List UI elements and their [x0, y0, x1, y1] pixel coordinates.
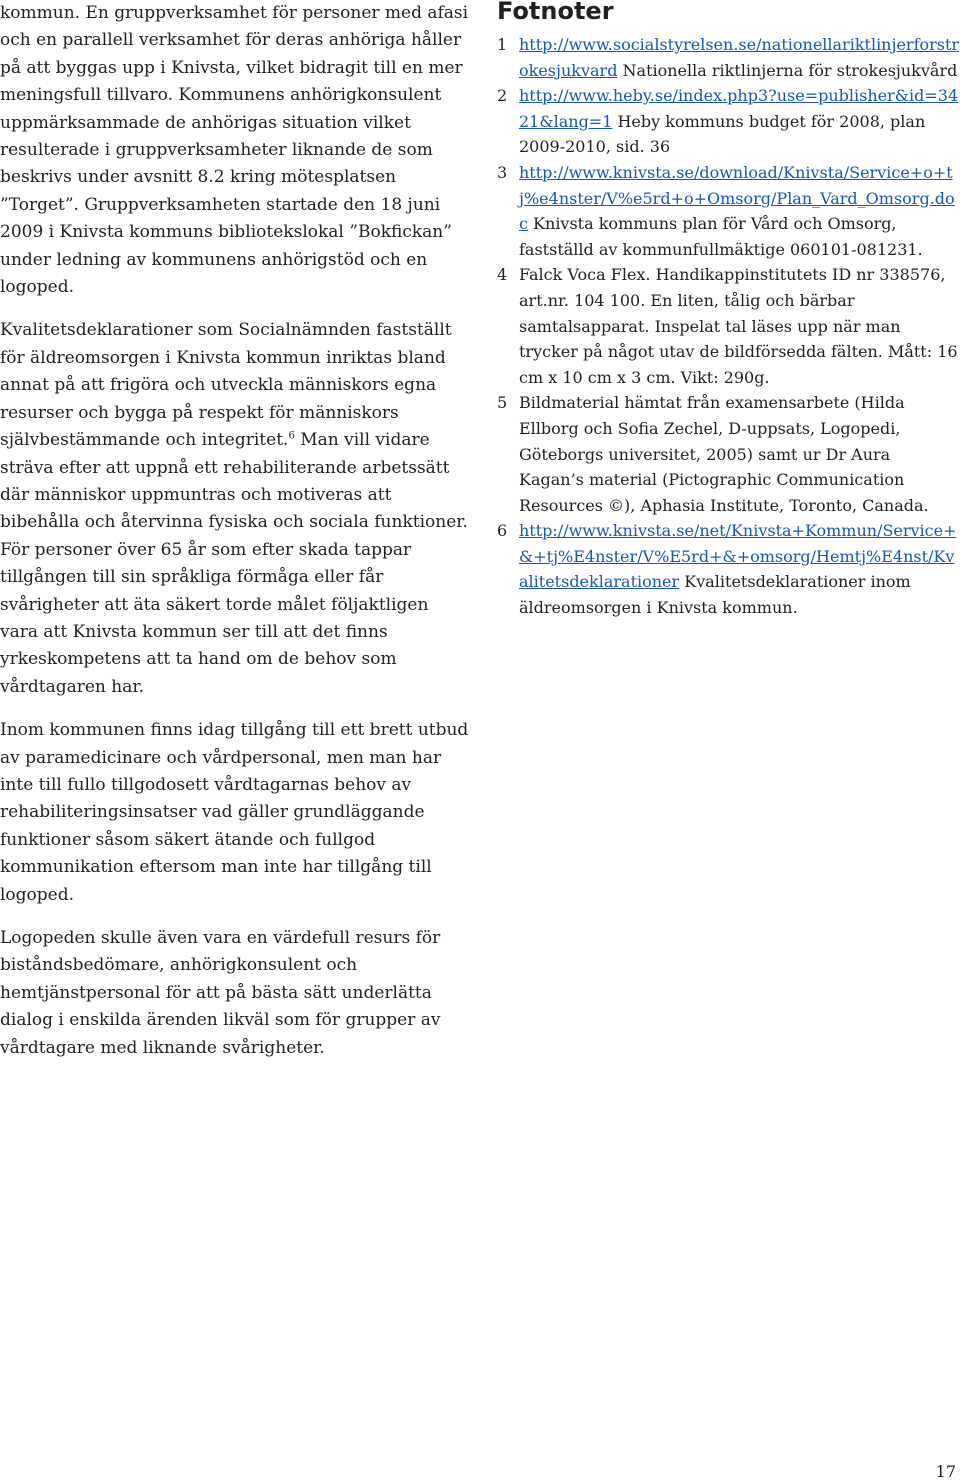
footnote-text: Kvalitetsdeklarationer inom äldreomsorgen i Knivsta kommun.	[519, 572, 911, 618]
body-text: Kvalitetsdeklarationer som Socialnämnden fastställt för äldreomsorgen i Knivsta kommun inriktas bland annat på att frigöra och utveckla människors egna resurser och bygga på respekt för människors självbestämmande och integritet.	[0, 320, 452, 451]
footnotes-column	[497, 0, 960, 621]
body-paragraph: Logopeden skulle även vara en värdefull resurs för biståndsbedömare, anhörigkonsulent och hemtjänstpersonal för att på bästa sätt underlätta dialog i enskilda ärenden likväl som för grupper av vårdtagare med liknande svårigheter.	[0, 928, 441, 1058]
footnote-list	[497, 32, 960, 621]
body-paragraph: kommun. En gruppverksamhet för personer med afasi och en parallell verksamhet för deras anhöriga håller på att byggas upp i Knivsta, vilket bidragit till en mer meningsfull tillvaro. Kommunens anhörigkonsulent uppmärksammade de anhörigas situation vilket resulterade i gruppverksamheter liknande de som beskrivs under avsnitt 8.2 kring mötesplatsen ”Torget”. Gruppverksamheten startade den 18 juni 2009 i Knivsta kommuns bibliotekslokal ”Bokfickan” under ledning av kommunens anhörigstöd och en logoped.	[0, 3, 469, 298]
main-text-column	[0, 0, 470, 1078]
footnote-number: 5	[497, 393, 508, 413]
footnote-item	[497, 390, 960, 518]
footnote-number: 2	[497, 86, 508, 106]
footnote-item	[497, 32, 960, 83]
footnote-link[interactable]: http://www.heby.se/index.php3?use=publisher&id=3421&lang=1	[519, 86, 959, 131]
footnote-item	[497, 518, 960, 620]
footnote-number: 4	[497, 265, 508, 285]
footnote-text: Knivsta kommuns plan för Vård och Omsorg, fastställd av kommunfullmäktige 060101-081231.	[519, 214, 923, 259]
body-paragraph: Inom kommunen finns idag tillgång till ett brett utbud av paramedicinare och vårdpersonal, men man har inte till fullo tillgodosett vårdtagarnas behov av rehabiliteringsinsatser vad gäller grundläggande funktioner såsom säkert ätande och fullgod kommunikation eftersom man inte har tillgång till logoped.	[0, 720, 469, 905]
footnote-item	[497, 83, 960, 160]
footnote-link[interactable]: http://www.knivsta.se/net/Knivsta+Kommun/Service+&+tj%E4nster/V%E5rd+&+omsorg/Hemtj%E4nst/Kvalitetsdeklarationer	[519, 521, 957, 592]
body-text: Man vill vidare sträva efter att uppnå ett rehabiliterande arbetssätt där människor uppmuntras och motiveras att bibehålla och återvinna fysiska och sociala funktioner. För personer över 65 år som efter skada tappar tillgången till sin språkliga förmåga eller får svårigheter att äta säkert torde målet följaktligen vara att Knivsta kommun ser till att det finns yrkeskompetens att ta hand om de behov som vårdtagaren har.	[0, 430, 468, 697]
footnote-link[interactable]: http://www.knivsta.se/download/Knivsta/Service+o+tj%e4nster/V%e5rd+o+Omsorg/Plan_Vard_Omsorg.doc	[519, 162, 955, 234]
footnotes-heading: Fotnoter	[497, 0, 614, 25]
footnote-text: Falck Voca Flex. Handikappinstitutets ID nr 338576, art.nr. 104 100. En liten, tålig och bärbar samtalsapparat. Inspelat tal läses upp när man trycker på något utav de bildförsedda fälten. Mått: 16 cm x 10 cm x 3 cm. Vikt: 290g.	[519, 265, 958, 387]
footnote-text: Nationella riktlinjerna för strokesjukvård	[617, 60, 958, 80]
footnote-number: 3	[497, 162, 508, 182]
footnote-link[interactable]: http://www.socialstyrelsen.se/nationellariktlinjerforstrokesjukvard	[519, 35, 960, 80]
footnote-text: Bildmaterial hämtat från examensarbete (Hilda Ellborg och Sofia Zechel, D-uppsats, Logopedi, Göteborgs universitet, 2005) samt ur Dr Aura Kagan’s material (Pictographic Communication Resources ©), Aphasia Institute, Toronto, Canada.	[519, 393, 929, 515]
footnote-item	[497, 160, 960, 262]
footnote-item	[497, 262, 960, 390]
page-number: 17	[935, 1462, 956, 1481]
footnote-reference[interactable]: 6	[288, 430, 295, 442]
body-paragraph	[0, 317, 470, 701]
footnote-number: 1	[497, 35, 508, 54]
footnote-text: Heby kommuns budget för 2008, plan 2009-2010, sid. 36	[519, 111, 926, 157]
footnote-number: 6	[497, 521, 508, 541]
